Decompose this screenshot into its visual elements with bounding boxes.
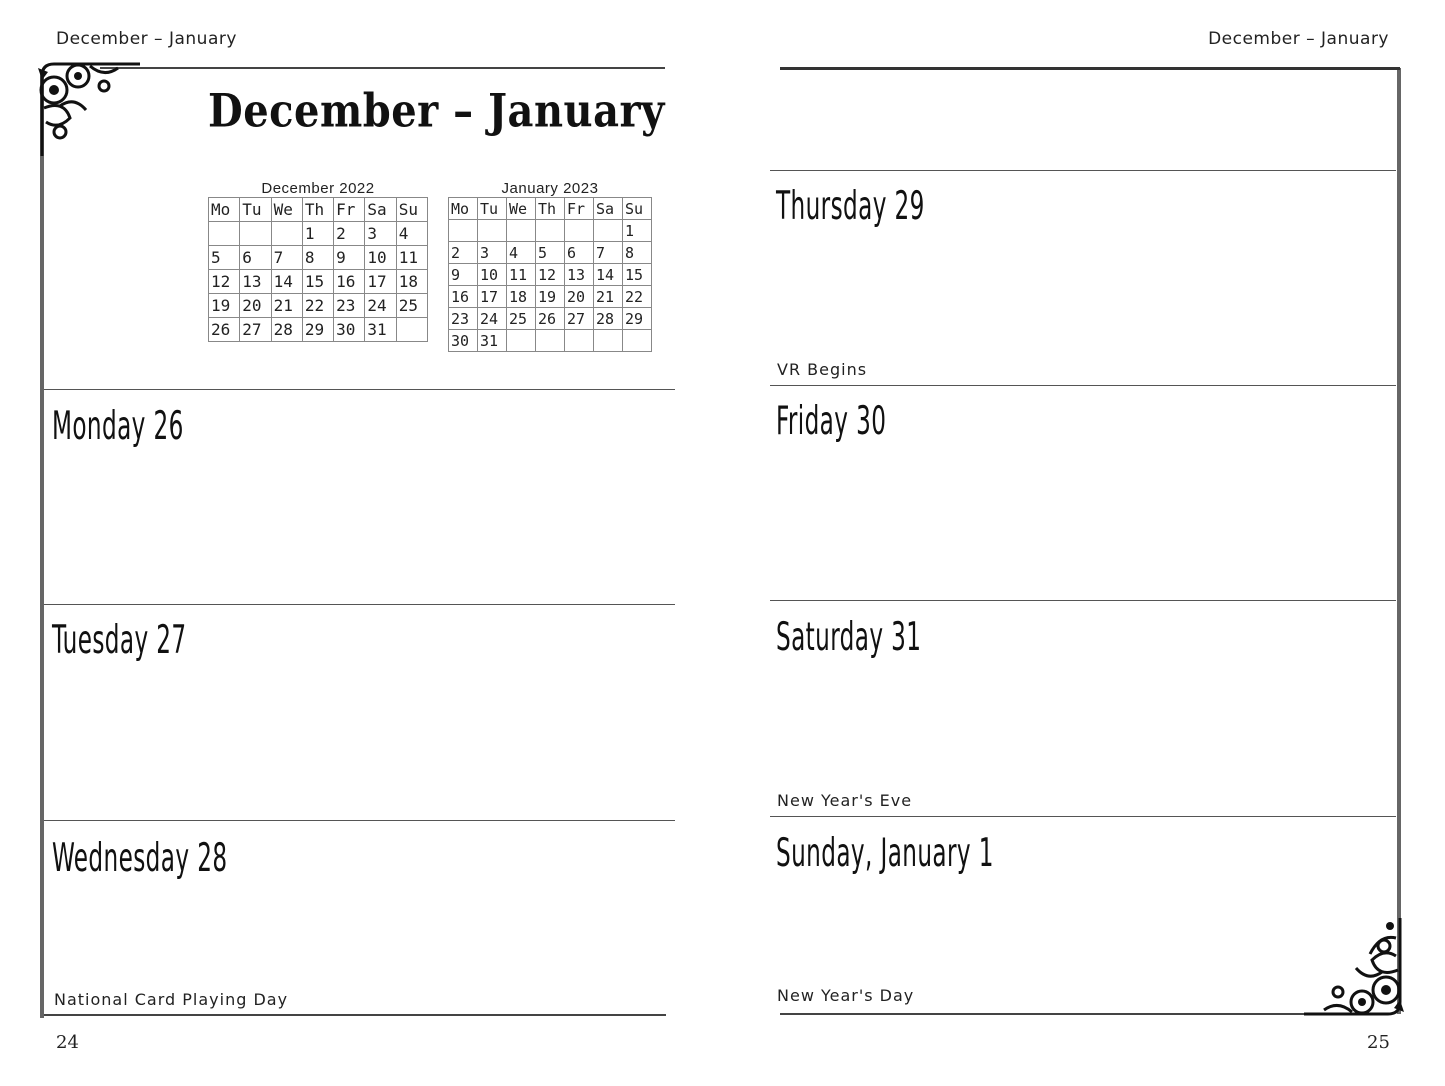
top-rule-left (100, 67, 665, 69)
calendar-date: 22 (302, 294, 333, 318)
calendar-date: 18 (507, 286, 536, 308)
mini-calendar-grid (208, 197, 428, 342)
calendar-date: 26 (209, 318, 240, 342)
running-header-right: December – January (1208, 29, 1389, 49)
day-divider (44, 604, 675, 605)
calendar-date: 21 (594, 286, 623, 308)
calendar-date (478, 220, 507, 242)
calendar-date: 18 (396, 270, 427, 294)
calendar-date: 5 (209, 246, 240, 270)
calendar-date: 12 (536, 264, 565, 286)
calendar-date (240, 222, 271, 246)
calendar-week-row (449, 330, 652, 352)
calendar-weekday: Th (536, 198, 565, 220)
calendar-date (594, 220, 623, 242)
calendar-date (449, 220, 478, 242)
calendar-weekday: Fr (334, 198, 365, 222)
calendar-date: 13 (565, 264, 594, 286)
calendar-date (594, 330, 623, 352)
event-note: New Year's Day (777, 986, 915, 1005)
calendar-date (396, 318, 427, 342)
calendar-date: 10 (478, 264, 507, 286)
calendar-weekday: Su (396, 198, 427, 222)
calendar-date (507, 220, 536, 242)
calendar-date: 8 (302, 246, 333, 270)
calendar-date: 28 (594, 308, 623, 330)
calendar-weekday: Tu (478, 198, 507, 220)
calendar-date: 28 (271, 318, 302, 342)
calendar-week-row (209, 246, 428, 270)
calendar-date: 1 (302, 222, 333, 246)
calendar-date: 16 (334, 270, 365, 294)
calendar-date: 5 (536, 242, 565, 264)
day-heading-sunday: Sunday, January 1 (776, 829, 994, 876)
calendar-date: 29 (623, 308, 652, 330)
event-note: VR Begins (777, 360, 868, 379)
calendar-weekday: Mo (209, 198, 240, 222)
day-divider (44, 389, 675, 390)
calendar-week-row (449, 242, 652, 264)
calendar-weekday: We (271, 198, 302, 222)
calendar-week-row (449, 220, 652, 242)
calendar-header-row (449, 198, 652, 220)
calendar-weekday: Tu (240, 198, 271, 222)
calendar-date: 31 (365, 318, 396, 342)
calendar-date (623, 330, 652, 352)
calendar-date: 25 (396, 294, 427, 318)
calendar-week-row (209, 222, 428, 246)
calendar-date: 24 (478, 308, 507, 330)
page-border-left (40, 72, 44, 1018)
calendar-date: 11 (507, 264, 536, 286)
mini-calendar-december (208, 180, 428, 342)
day-divider (770, 600, 1396, 601)
day-divider (770, 170, 1396, 171)
calendar-date: 7 (594, 242, 623, 264)
day-heading-tuesday: Tuesday 27 (52, 616, 187, 663)
calendar-date: 23 (334, 294, 365, 318)
calendar-date (209, 222, 240, 246)
calendar-date (536, 220, 565, 242)
calendar-date: 17 (478, 286, 507, 308)
calendar-date (565, 330, 594, 352)
calendar-weekday: We (507, 198, 536, 220)
day-heading-thursday: Thursday 29 (776, 182, 925, 229)
calendar-date: 21 (271, 294, 302, 318)
top-rule-right (780, 67, 1400, 70)
calendar-date: 7 (271, 246, 302, 270)
calendar-date: 30 (334, 318, 365, 342)
corner-ornament-icon (30, 56, 145, 161)
calendar-weekday: Su (623, 198, 652, 220)
calendar-date: 31 (478, 330, 507, 352)
calendar-date: 3 (478, 242, 507, 264)
calendar-date: 19 (209, 294, 240, 318)
day-heading-friday: Friday 30 (776, 397, 887, 444)
day-heading-wednesday: Wednesday 28 (52, 834, 228, 881)
calendar-date: 20 (240, 294, 271, 318)
calendar-date (565, 220, 594, 242)
calendar-date: 30 (449, 330, 478, 352)
event-note: National Card Playing Day (54, 990, 289, 1009)
calendar-date: 29 (302, 318, 333, 342)
running-header-left: December – January (56, 29, 237, 49)
calendar-week-row (209, 318, 428, 342)
calendar-week-row (449, 286, 652, 308)
page-number-right: 25 (1367, 1032, 1390, 1053)
calendar-date (536, 330, 565, 352)
calendar-date: 9 (334, 246, 365, 270)
calendar-date (271, 222, 302, 246)
calendar-week-row (209, 270, 428, 294)
calendar-date: 3 (365, 222, 396, 246)
event-note: New Year's Eve (777, 791, 913, 810)
page-title: December – January (208, 84, 665, 139)
calendar-date: 13 (240, 270, 271, 294)
calendar-date: 14 (594, 264, 623, 286)
calendar-weekday: Sa (365, 198, 396, 222)
calendar-date: 6 (565, 242, 594, 264)
calendar-date: 11 (396, 246, 427, 270)
calendar-date: 4 (396, 222, 427, 246)
calendar-date: 19 (536, 286, 565, 308)
calendar-week-row (209, 294, 428, 318)
calendar-date: 17 (365, 270, 396, 294)
calendar-header-row (209, 198, 428, 222)
calendar-weekday: Mo (449, 198, 478, 220)
calendar-date: 15 (302, 270, 333, 294)
page-border-right (1397, 68, 1401, 1014)
calendar-date: 1 (623, 220, 652, 242)
calendar-date: 4 (507, 242, 536, 264)
calendar-date: 6 (240, 246, 271, 270)
mini-calendar-title: December 2022 (261, 180, 375, 197)
calendar-date: 23 (449, 308, 478, 330)
calendar-weekday: Sa (594, 198, 623, 220)
day-divider (44, 820, 675, 821)
calendar-date (507, 330, 536, 352)
mini-calendar-january (448, 180, 652, 352)
calendar-date: 2 (449, 242, 478, 264)
calendar-date: 15 (623, 264, 652, 286)
calendar-date: 20 (565, 286, 594, 308)
calendar-date: 14 (271, 270, 302, 294)
calendar-date: 25 (507, 308, 536, 330)
mini-calendar-grid (448, 197, 652, 352)
day-heading-saturday: Saturday 31 (776, 613, 922, 660)
day-heading-monday: Monday 26 (52, 402, 184, 449)
calendar-date: 16 (449, 286, 478, 308)
day-divider (770, 385, 1396, 386)
calendar-date: 9 (449, 264, 478, 286)
calendar-date: 24 (365, 294, 396, 318)
calendar-date: 2 (334, 222, 365, 246)
calendar-date: 26 (536, 308, 565, 330)
calendar-date: 10 (365, 246, 396, 270)
calendar-date: 22 (623, 286, 652, 308)
corner-ornament-icon (1300, 914, 1415, 1024)
calendar-weekday: Fr (565, 198, 594, 220)
calendar-date: 27 (565, 308, 594, 330)
calendar-date: 12 (209, 270, 240, 294)
bottom-rule-left (44, 1014, 666, 1016)
page-number-left: 24 (56, 1032, 79, 1053)
bottom-rule-right (780, 1013, 1340, 1015)
calendar-week-row (449, 308, 652, 330)
calendar-date: 27 (240, 318, 271, 342)
calendar-date: 8 (623, 242, 652, 264)
calendar-week-row (449, 264, 652, 286)
mini-calendar-title: January 2023 (501, 180, 599, 197)
day-divider (770, 816, 1396, 817)
calendar-weekday: Th (302, 198, 333, 222)
